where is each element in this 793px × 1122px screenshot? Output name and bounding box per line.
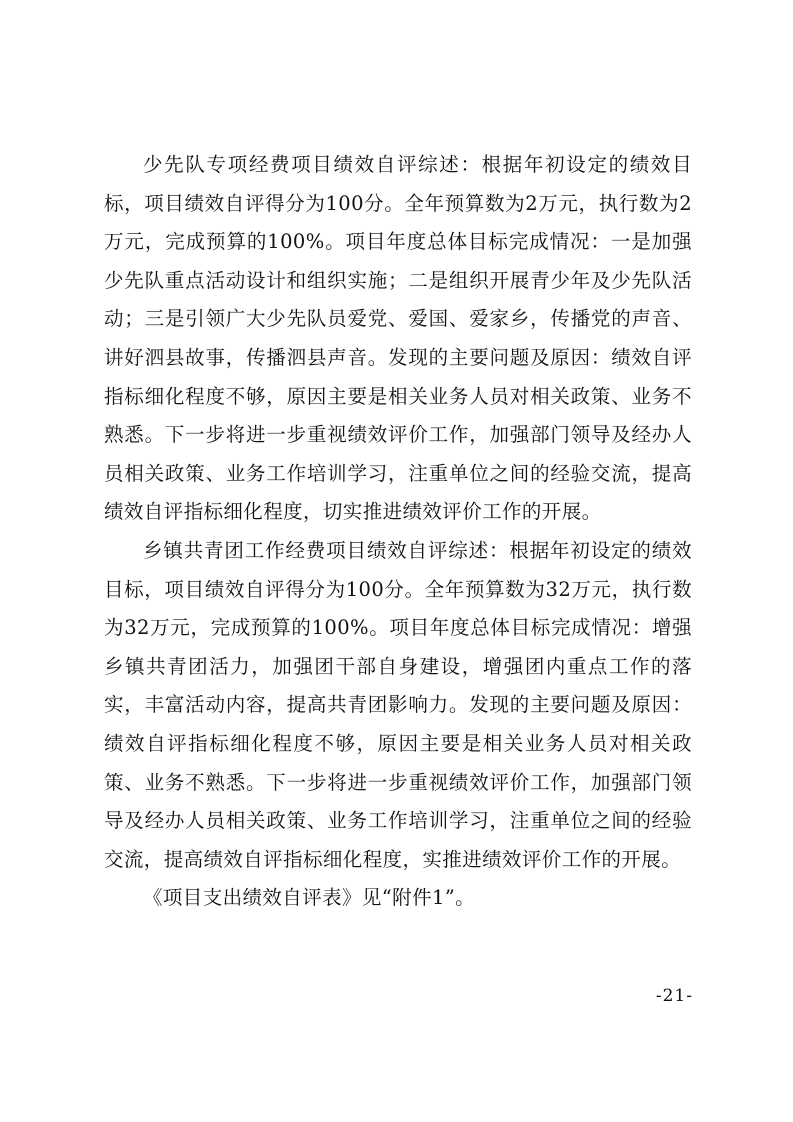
paragraph-youth-pioneers-fund: 少先队专项经费项目绩效自评综述：根据年初设定的绩效目标，项目绩效自评得分为100分。全年预算数为2万元，执行数为2万元，完成预算的100%。项目年度总体目标完成情况：一是加强少先队重点活动设计和组织实施；二是组织开展青少年及少先队活动；三是引领广大少先队员爱党、爱国、爱家乡，传播党的声音、讲好泗县故事，传播泗县声音。发现的主要问题及原因：绩效自评指标细化程度不够，原因主要是相关业务人员对相关政策、业务不熟悉。下一步将进一步重视绩效评价工作，加强部门领导及经办人员相关政策、业务工作培训学习，注重单位之间的经验交流，提高绩效自评指标细化程度，切实推进绩效评价工作的开展。 xyxy=(104,153,692,524)
paragraph-attachment-reference: 《项目支出绩效自评表》见“附件1”。 xyxy=(143,886,476,910)
paragraph-township-league-fund: 乡镇共青团工作经费项目绩效自评综述：根据年初设定的绩效目标，项目绩效自评得分为100分。全年预算数为32万元，执行数为32万元，完成预算的100%。项目年度总体目标完成情况：增强乡镇共青团活力，加强团干部自身建设，增强团内重点工作的落实，丰富活动内容，提高共青团影响力。发现的主要问题及原因：绩效自评指标细化程度不够，原因主要是相关业务人员对相关政策、业务不熟悉。下一步将进一步重视绩效评价工作，加强部门领导及经办人员相关政策、业务工作培训学习，注重单位之间的经验交流，提高绩效自评指标细化程度，实推进绩效评价工作的开展。 xyxy=(104,538,692,871)
document-body xyxy=(104,146,692,918)
page-number: -21- xyxy=(655,986,693,1006)
